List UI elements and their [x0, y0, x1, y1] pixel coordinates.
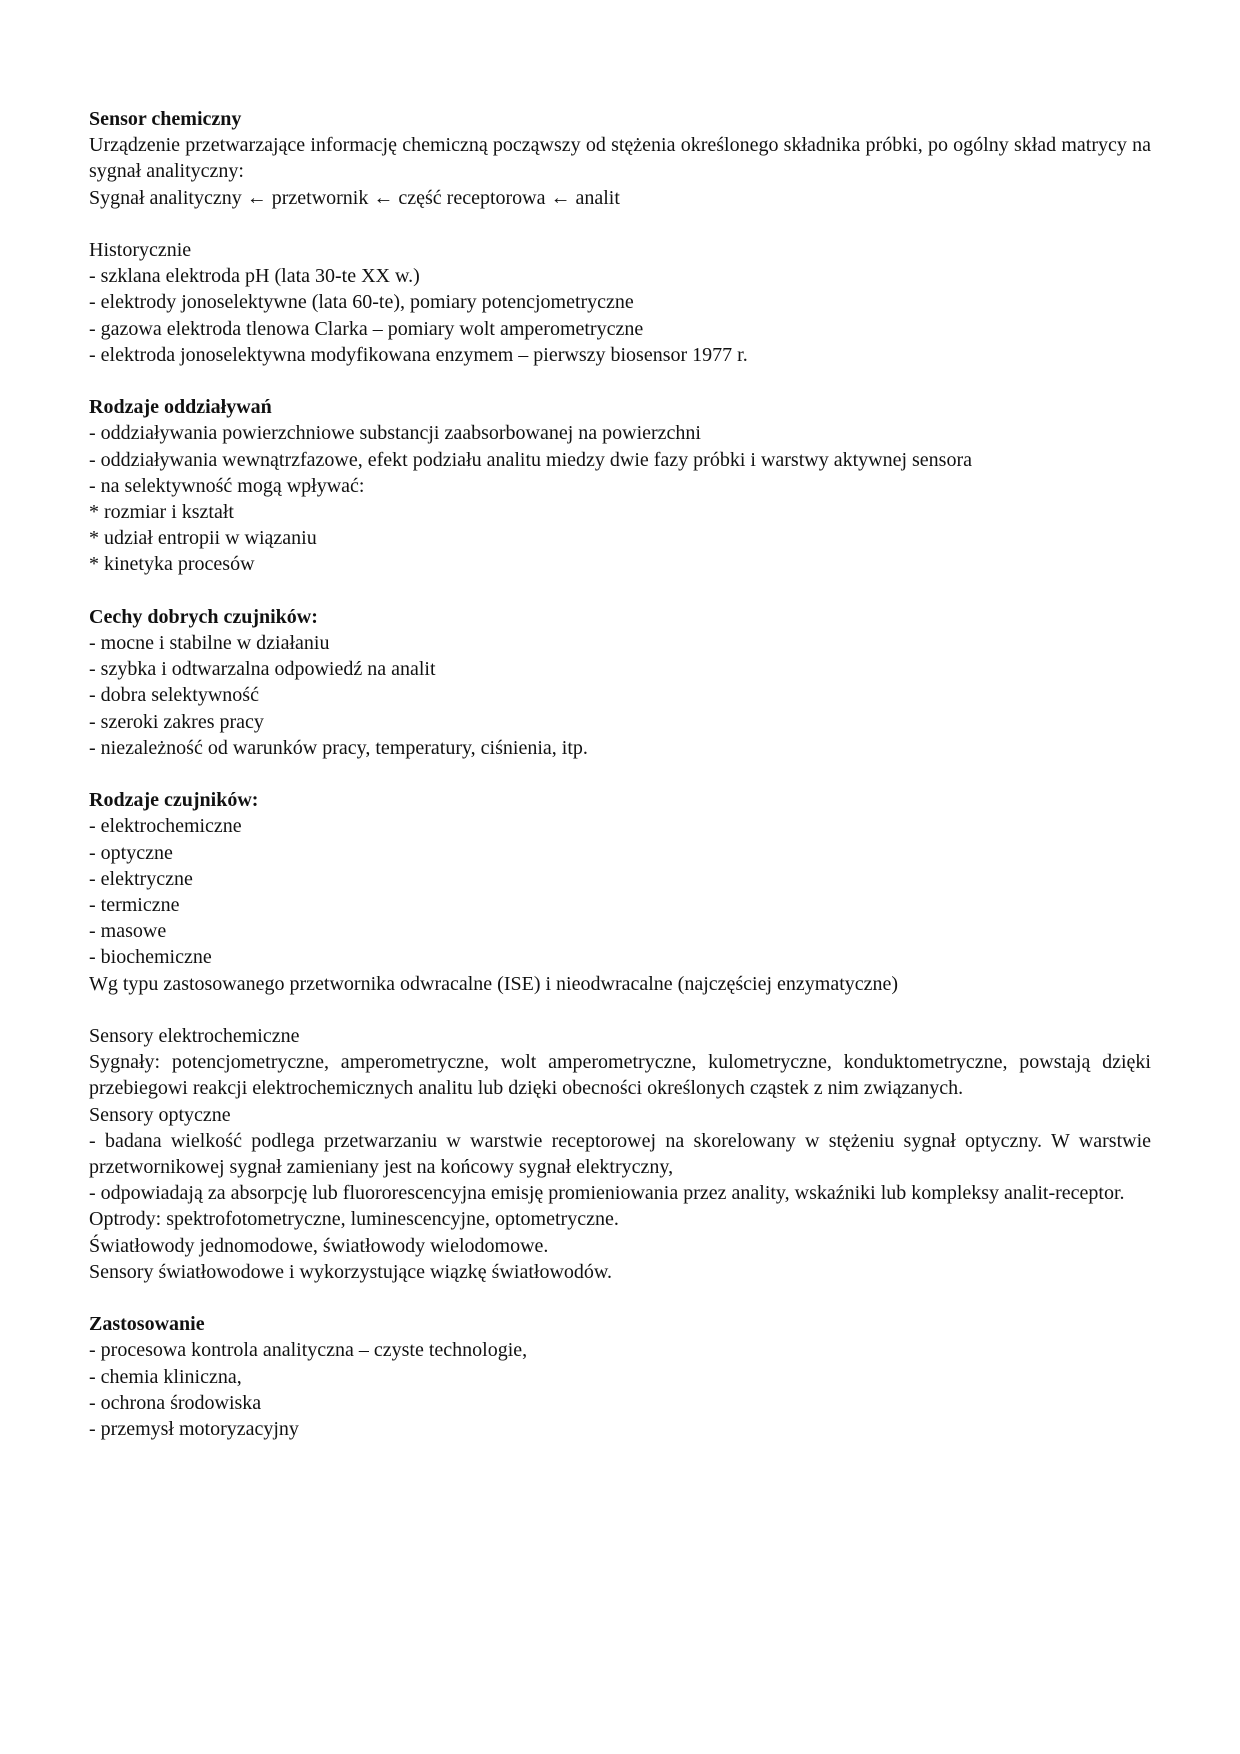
signal-chain: Sygnał analityczny ← przetwornik ← część receptorowa ← analit — [89, 186, 620, 209]
list-item: - optyczne — [89, 841, 173, 864]
optical-paragraph-2: - odpowiadają za absorpcję lub fluororescencyjna emisję promieniowania przez anality, wskaźniki lub kompleksy analit-receptor. — [89, 1182, 1125, 1205]
section-heading-features: Cechy dobrych czujników: — [89, 605, 318, 628]
spacer — [89, 1285, 1151, 1311]
list-item: * kinetyka procesów — [89, 553, 255, 576]
list-item: - elektrochemiczne — [89, 815, 242, 838]
list-item: - szklana elektroda pH (lata 30-te XX w.) — [89, 265, 420, 288]
list-item: - szybka i odtwarzalna odpowiedź na analit — [89, 658, 436, 681]
list-item: - na selektywność mogą wpływać: — [89, 474, 365, 497]
list-item: - elektroda jonoselektywna modyfikowana enzymem – pierwszy biosensor 1977 r. — [89, 343, 748, 366]
spacer — [89, 997, 1151, 1023]
spacer — [89, 211, 1151, 237]
sensor-definition: Urządzenie przetwarzające informację chemiczną począwszy od stężenia określonego składnika próbki, po ogólny skład matrycy na sygnał analityczny: — [89, 134, 1151, 183]
section-heading-sensor: Sensor chemiczny — [89, 108, 242, 130]
list-item: - niezależność od warunków pracy, temperatury, ciśnienia, itp. — [89, 736, 588, 759]
list-item: - biochemiczne — [89, 946, 212, 969]
spacer — [89, 368, 1151, 394]
spacer — [89, 761, 1151, 787]
list-item: - przemysł motoryzacyjny — [89, 1418, 299, 1441]
list-item: - oddziaływania powierzchniowe substancji zaabsorbowanej na powierzchni — [89, 422, 701, 445]
electrochemical-signals: Sygnały: potencjometryczne, amperometryczne, wolt amperometryczne, kulometryczne, konduktometryczne, powstają dzięki przebiegowi reakcji elektrochemicznych analitu lub dzięki obecności określonych cząstek z nim związanych. — [89, 1051, 1151, 1100]
list-item: - szeroki zakres pracy — [89, 710, 264, 733]
section-heading-interactions: Rodzaje oddziaływań — [89, 396, 272, 419]
list-item: - termiczne — [89, 894, 180, 917]
list-item: - dobra selektywność — [89, 684, 259, 707]
section-heading-types: Rodzaje czujników: — [89, 789, 259, 812]
spacer — [89, 578, 1151, 604]
list-item: - mocne i stabilne w działaniu — [89, 632, 330, 655]
section-heading-applications: Zastosowanie — [89, 1313, 205, 1336]
section-heading-electrochemical: Sensory elektrochemiczne — [89, 1025, 300, 1048]
document-page — [89, 106, 1151, 1442]
optrodes-line: Optrody: spektrofotometryczne, luminescencyjne, optometryczne. — [89, 1208, 619, 1231]
section-heading-history: Historycznie — [89, 239, 192, 261]
list-item: * rozmiar i kształt — [89, 501, 234, 524]
list-item: * udział entropii w wiązaniu — [89, 527, 317, 550]
list-item: - elektryczne — [89, 867, 193, 890]
list-item: - elektrody jonoselektywne (lata 60-te), pomiary potencjometryczne — [89, 291, 634, 314]
list-item: - chemia kliniczna, — [89, 1365, 242, 1388]
list-item: - ochrona środowiska — [89, 1391, 262, 1414]
fiber-sensors-line: Sensory światłowodowe i wykorzystujące wiązkę światłowodów. — [89, 1260, 613, 1283]
types-note: Wg typu zastosowanego przetwornika odwracalne (ISE) i nieodwracalne (najczęściej enzymatyczne) — [89, 972, 899, 995]
section-heading-optical: Sensory optyczne — [89, 1103, 231, 1126]
optical-paragraph-1: - badana wielkość podlega przetwarzaniu w warstwie receptorowej na skorelowany w stężeniu sygnał optyczny. W warstwie przetwornikowej sygnał zamieniany jest na końcowy sygnał elektryczny, — [89, 1129, 1151, 1179]
fibers-line: Światłowody jednomodowe, światłowody wielodomowe. — [89, 1234, 549, 1257]
list-item: - gazowa elektroda tlenowa Clarka – pomiary wolt amperometryczne — [89, 317, 644, 340]
list-item: - masowe — [89, 920, 167, 943]
list-item: - procesowa kontrola analityczna – czyste technologie, — [89, 1339, 528, 1362]
list-item: - oddziaływania wewnątrzfazowe, efekt podziału analitu miedzy dwie fazy próbki i warstwy aktywnej sensora — [89, 448, 972, 471]
